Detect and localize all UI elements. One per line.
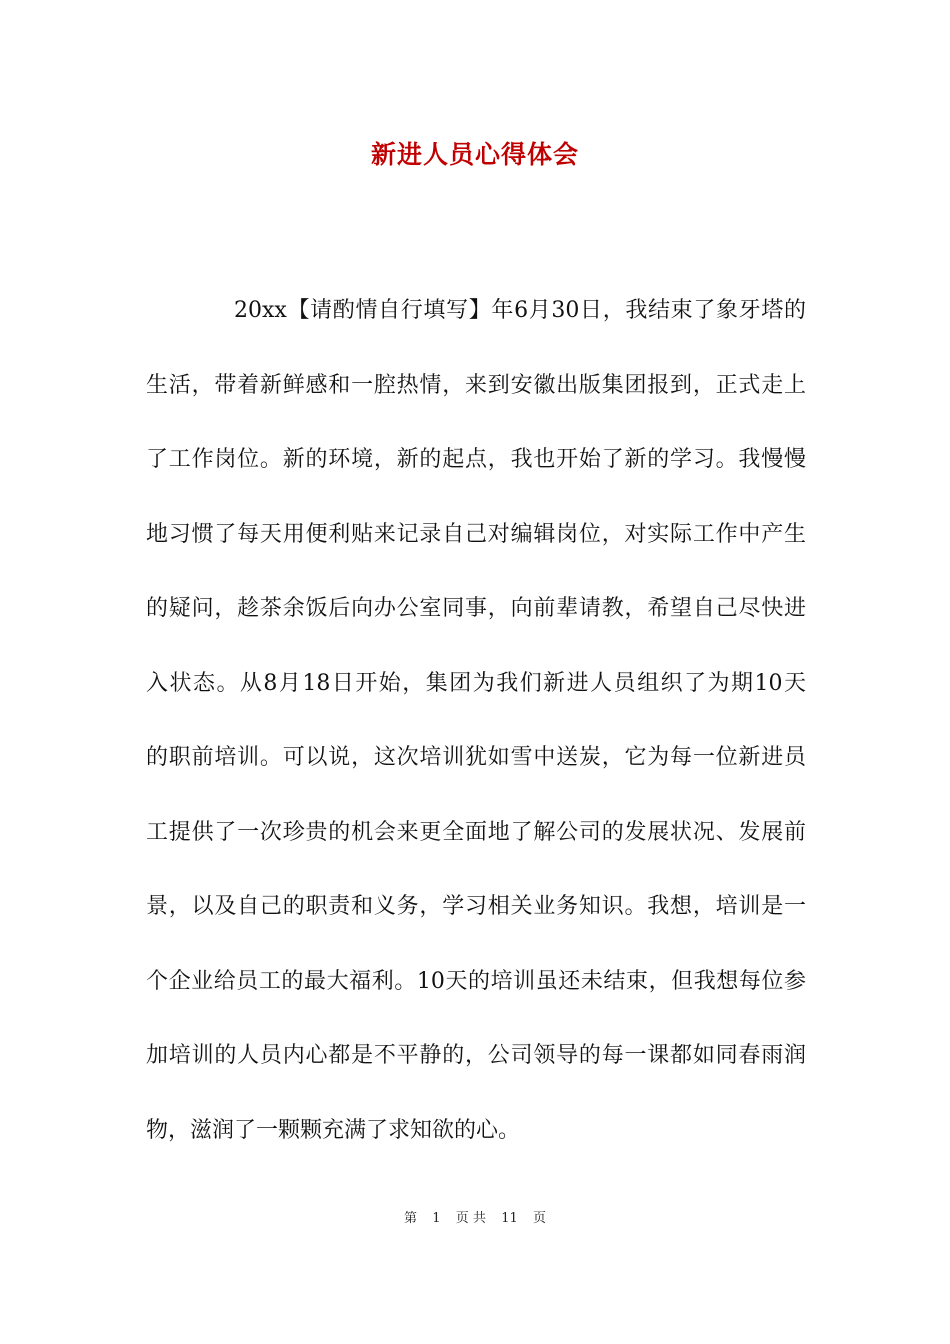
paragraph-line: 入状态。从8月18日开始，集团为我们新进人员组织了为期10天 (146, 670, 806, 696)
paragraph-line: 物，滋润了一颗颗充满了求知欲的心。 (146, 1117, 521, 1143)
paragraph-line: 的疑问，趁茶余饭后向办公室同事，向前辈请教，希望自己尽快进 (146, 596, 806, 621)
paragraph-line: 工提供了一次珍贵的机会来更全面地了解公司的发展状况、发展前 (146, 819, 806, 845)
paragraph-line: 加培训的人员内心都是不平静的，公司领导的每一课都如同春雨润 (146, 1043, 806, 1068)
paragraph-line: 生活，带着新鲜感和一腔热情，来到安徽出版集团报到，正式走上 (146, 372, 806, 398)
body-paragraph (146, 274, 806, 1168)
footer-suffix: 页 (533, 1211, 547, 1226)
current-page-number: 1 (432, 1211, 441, 1226)
footer-prefix: 第 (403, 1211, 417, 1226)
paragraph-line: 了工作岗位。新的环境，新的起点，我也开始了新的学习。我慢慢 (146, 447, 806, 472)
paragraph-line: 地习惯了每天用便利贴来记录自己对编辑岗位，对实际工作中产生 (146, 521, 806, 547)
paragraph-line: 景，以及自己的职责和义务，学习相关业务知识。我想，培训是一 (146, 894, 806, 919)
document-title: 新进人员心得体会 (370, 140, 579, 169)
total-page-count: 11 (501, 1211, 518, 1226)
paragraph-line: 的职前培训。可以说，这次培训犹如雪中送炭，它为每一位新进员 (146, 745, 806, 770)
paragraph-line: 个企业给员工的最大福利。10天的培训虽还未结束，但我想每位参 (146, 968, 806, 994)
page-footer (0, 1207, 950, 1226)
paragraph-line: 20xx【请酌情自行填写】年6月30日，我结束了象牙塔的 (234, 298, 806, 323)
footer-middle: 页 共 (455, 1211, 486, 1226)
